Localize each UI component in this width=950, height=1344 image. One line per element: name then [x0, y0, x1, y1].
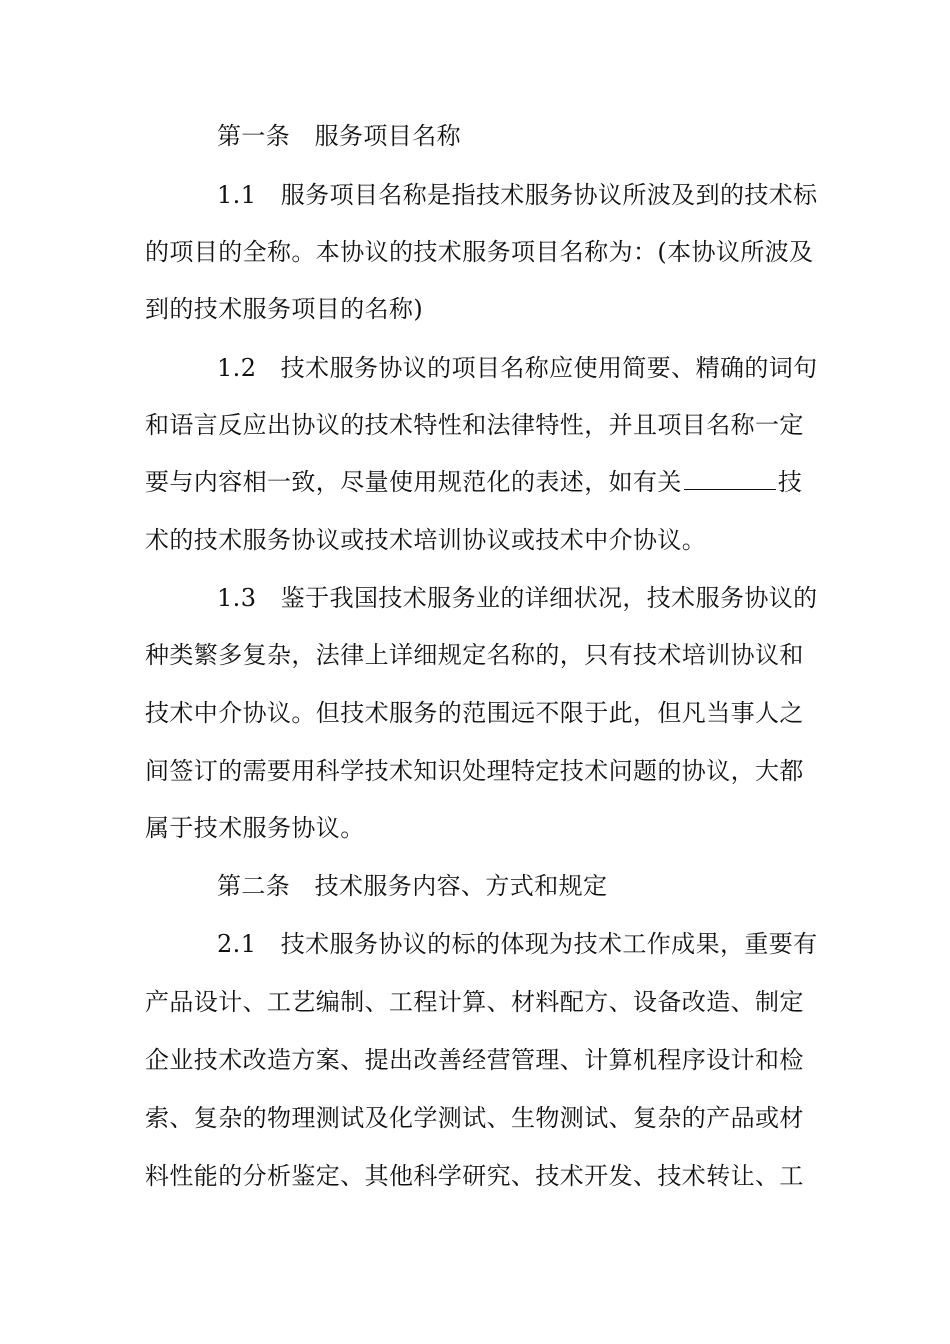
paragraph-line: 术的技术服务协议或技术培训协议或技术中介协议。 — [145, 526, 707, 554]
paragraph-line: 产品设计、工艺编制、工程计算、材料配方、设备改造、制定 — [145, 988, 804, 1016]
paragraph-line: 企业技术改造方案、提出改善经营管理、计算机程序设计和检 — [145, 1046, 804, 1074]
paragraph-text: 技 — [777, 468, 803, 496]
fill-in-blank — [684, 467, 776, 490]
paragraph-line: 1.1 服务项目名称是指技术服务协议所波及到的技术标 — [217, 181, 818, 209]
paragraph-line: 料性能的分析鉴定、其他科学研究、技术开发、技术转让、工 — [145, 1162, 804, 1190]
paragraph-line: 的项目的全称。本协议的技术服务项目名称为：(本协议所波及 — [145, 238, 814, 266]
paragraph-line: 间签订的需要用科学技术知识处理特定技术问题的协议，大都 — [145, 757, 804, 785]
paragraph-line-with-blank — [145, 466, 802, 498]
paragraph-line: 1.2 技术服务协议的项目名称应使用简要、精确的词句 — [217, 354, 818, 382]
paragraph-line: 技术中介协议。但技术服务的范围远不限于此，但凡当事人之 — [145, 699, 804, 727]
paragraph-line: 1.3 鉴于我国技术服务业的详细状况，技术服务协议的 — [217, 584, 818, 612]
paragraph-line: 种类繁多复杂，法律上详细规定名称的，只有技术培训协议和 — [145, 641, 804, 669]
paragraph-text: 要与内容相一致，尽量使用规范化的表述，如有关 — [145, 468, 682, 496]
paragraph-line: 到的技术服务项目的名称) — [145, 295, 424, 323]
paragraph-line: 属于技术服务协议。 — [145, 814, 365, 842]
paragraph-line: 索、复杂的物理测试及化学测试、生物测试、复杂的产品或材 — [145, 1104, 804, 1132]
article-2-heading: 第二条 技术服务内容、方式和规定 — [217, 872, 608, 900]
paragraph-line: 和语言反应出协议的技术特性和法律特性，并且项目名称一定 — [145, 411, 804, 439]
article-1-heading: 第一条 服务项目名称 — [217, 122, 461, 150]
paragraph-line: 2.1 技术服务协议的标的体现为技术工作成果，重要有 — [217, 930, 818, 958]
